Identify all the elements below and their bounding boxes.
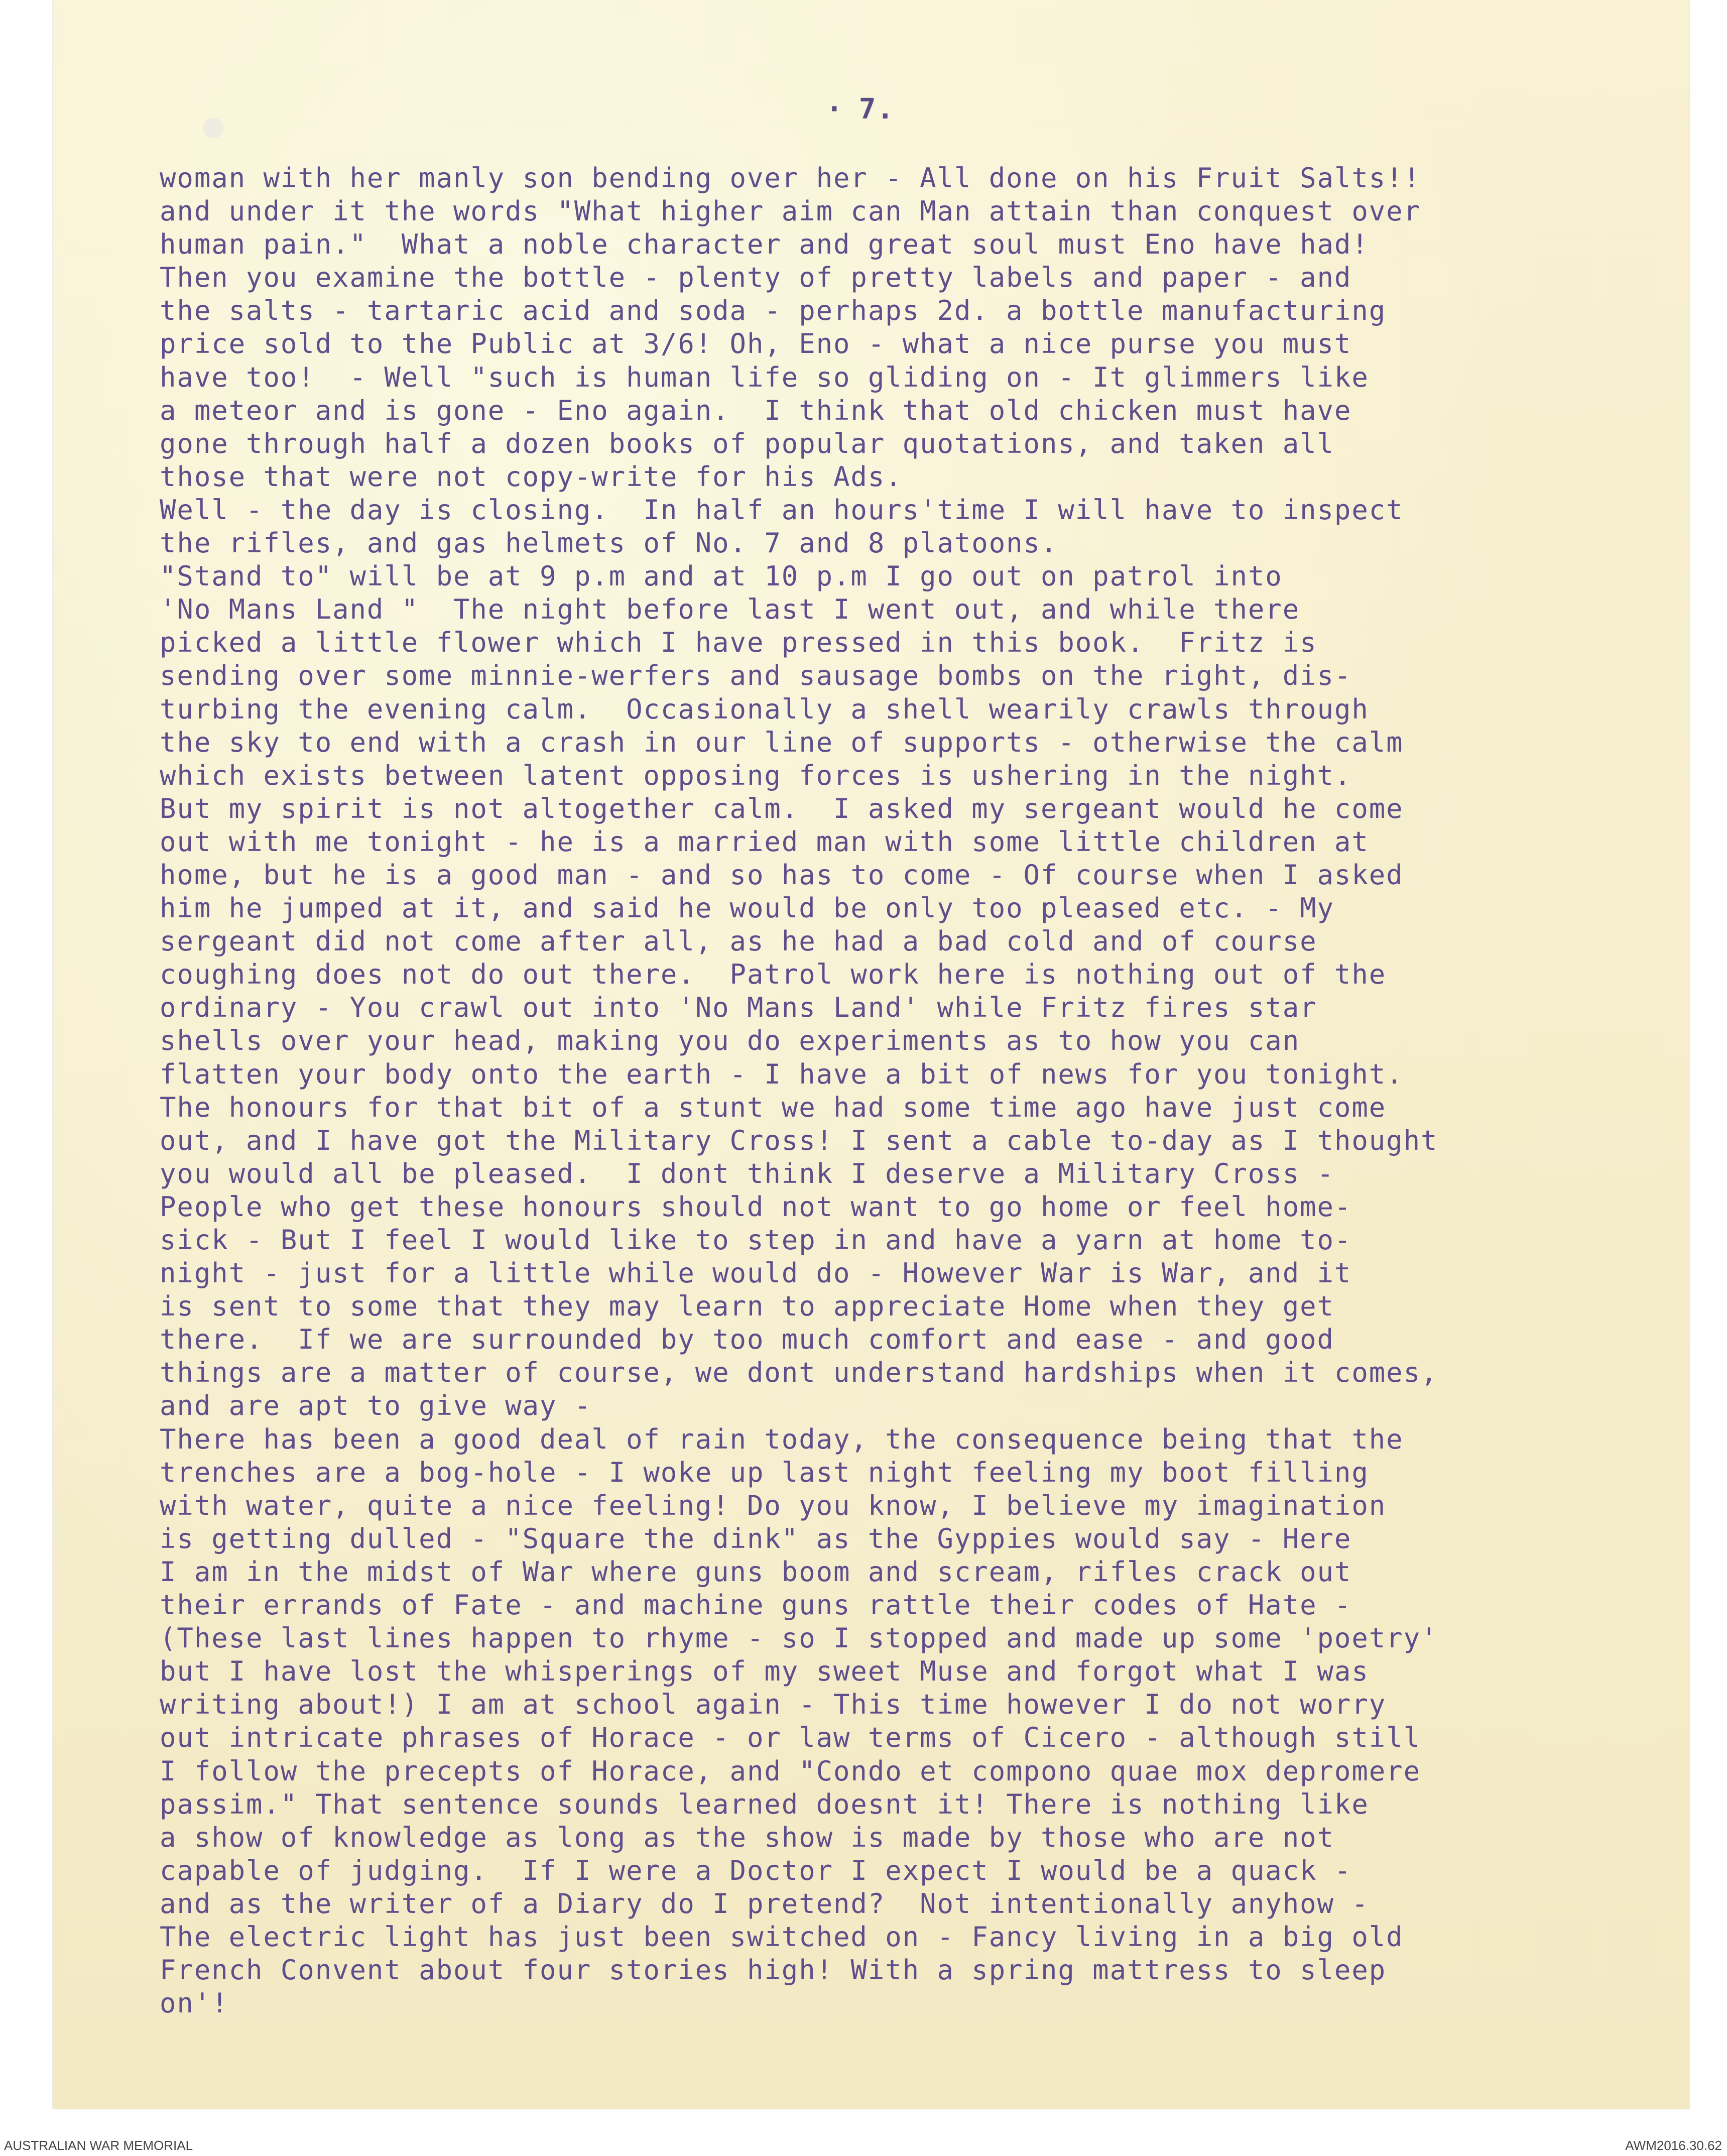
text-line: and as the writer of a Diary do I pretend? Not intentionally anyhow - xyxy=(160,1887,1369,1920)
text-line: but I have lost the whisperings of my sweet Muse and forgot what I was xyxy=(160,1655,1369,1688)
text-line: People who get these honours should not want to go home or feel home- xyxy=(160,1190,1352,1223)
text-line: those that were not copy-write for his Ads. xyxy=(160,460,903,493)
text-line: The electric light has just been switched on - Fancy living in a big old xyxy=(160,1921,1404,1953)
text-line: But my spirit is not altogether calm. I asked my sergeant would he come xyxy=(160,792,1404,824)
text-line: have too! - Well "such is human life so gliding on - It glimmers like xyxy=(160,361,1369,393)
text-line: there. If we are surrounded by too much comfort and ease - and good xyxy=(160,1324,1334,1356)
text-line: flatten your body onto the earth - I have a bit of news for you tonight. xyxy=(160,1058,1404,1090)
text-line: Well - the day is closing. In half an hours'time I will have to inspect xyxy=(160,494,1404,526)
accession-number: AWM2016.30.62 xyxy=(1625,2138,1722,2153)
text-line: the rifles, and gas helmets of No. 7 and 8 platoons. xyxy=(160,527,1058,559)
text-line: 'No Mans Land " The night before last I went out, and while there xyxy=(160,593,1300,626)
text-line: is sent to some that they may learn to appreciate Home when they get xyxy=(160,1290,1334,1323)
text-line: human pain." What a noble character and great soul must Eno have had! xyxy=(160,228,1369,261)
text-line: shells over your head, making you do experiments as to how you can xyxy=(160,1025,1300,1057)
page-number: · 7. xyxy=(826,93,895,126)
text-line: with water, quite a nice feeling! Do you know, I believe my imagination xyxy=(160,1489,1387,1521)
text-line: I am in the midst of War where guns boom and scream, rifles crack out xyxy=(160,1555,1352,1588)
text-line: night - just for a little while would do - However War is War, and it xyxy=(160,1257,1352,1289)
text-line: is getting dulled - "Square the dink" as the Gyppies would say - Here xyxy=(160,1522,1352,1554)
text-line: out intricate phrases of Horace - or law terms of Cicero - although still xyxy=(160,1722,1421,1754)
text-line: woman with her manly son bending over her - All done on his Fruit Salts!! xyxy=(160,162,1421,194)
text-line: coughing does not do out there. Patrol work here is nothing out of the xyxy=(160,959,1387,991)
text-line: and are apt to give way - xyxy=(160,1390,592,1422)
text-line: out with me tonight - he is a married man with some little children at xyxy=(160,825,1369,858)
text-line: writing about!) I am at school again - This time however I do not worry xyxy=(160,1689,1387,1721)
text-line: French Convent about four stories high! With a spring mattress to sleep xyxy=(160,1954,1387,1986)
text-line: sending over some minnie-werfers and sausage bombs on the right, dis- xyxy=(160,660,1352,692)
text-line: home, but he is a good man - and so has to come - Of course when I asked xyxy=(160,859,1404,891)
archive-credit: AUSTRALIAN WAR MEMORIAL xyxy=(4,2138,193,2153)
text-line: price sold to the Public at 3/6! Oh, Eno - what a nice purse you must xyxy=(160,328,1352,360)
paper-stain xyxy=(203,118,223,138)
text-line: "Stand to" will be at 9 p.m and at 10 p.m I go out on patrol into xyxy=(160,560,1283,592)
text-line: passim." That sentence sounds learned doesnt it! There is nothing like xyxy=(160,1788,1369,1820)
text-line: out, and I have got the Military Cross! I sent a cable to-day as I thought xyxy=(160,1124,1438,1156)
text-line: gone through half a dozen books of popular quotations, and taken all xyxy=(160,427,1334,459)
text-line: things are a matter of course, we dont understand hardships when it comes, xyxy=(160,1357,1438,1389)
text-line: their errands of Fate - and machine guns rattle their codes of Hate - xyxy=(160,1589,1352,1621)
text-line: I follow the precepts of Horace, and "Condo et compono quae mox depromere xyxy=(160,1755,1421,1787)
text-line: ordinary - You crawl out into 'No Mans Land' while Fritz fires star xyxy=(160,992,1317,1024)
text-line: capable of judging. If I were a Doctor I expect I would be a quack - xyxy=(160,1854,1352,1886)
text-line: The honours for that bit of a stunt we had some time ago have just come xyxy=(160,1091,1387,1123)
text-line: Then you examine the bottle - plenty of pretty labels and paper - and xyxy=(160,262,1352,294)
diary-text-body xyxy=(160,162,1676,2020)
text-line: you would all be pleased. I dont think I deserve a Military Cross - xyxy=(160,1157,1334,1189)
text-line: him he jumped at it, and said he would be only too pleased etc. - My xyxy=(160,892,1334,924)
text-line: trenches are a bog-hole - I woke up last night feeling my boot filling xyxy=(160,1456,1369,1488)
text-line: which exists between latent opposing forces is ushering in the night. xyxy=(160,759,1352,791)
page-number-text: 7. xyxy=(858,93,895,126)
text-line: picked a little flower which I have pressed in this book. Fritz is xyxy=(160,627,1317,659)
text-line: sergeant did not come after all, as he had a bad cold and of course xyxy=(160,925,1317,957)
text-line: sick - But I feel I would like to step in and have a yarn at home to- xyxy=(160,1224,1352,1256)
text-line: and under it the words "What higher aim can Man attain than conquest over xyxy=(160,195,1421,227)
text-line: There has been a good deal of rain today, the consequence being that the xyxy=(160,1423,1404,1455)
text-line: on'! xyxy=(160,1987,229,2019)
text-line: turbing the evening calm. Occasionally a shell wearily crawls through xyxy=(160,693,1369,725)
text-line: the salts - tartaric acid and soda - perhaps 2d. a bottle manufacturing xyxy=(160,295,1387,327)
text-line: a show of knowledge as long as the show is made by those who are not xyxy=(160,1821,1334,1853)
text-line: the sky to end with a crash in our line of supports - otherwise the calm xyxy=(160,726,1404,758)
text-line: a meteor and is gone - Eno again. I think that old chicken must have xyxy=(160,394,1352,426)
text-line: (These last lines happen to rhyme - so I stopped and made up some 'poetry' xyxy=(160,1622,1438,1654)
